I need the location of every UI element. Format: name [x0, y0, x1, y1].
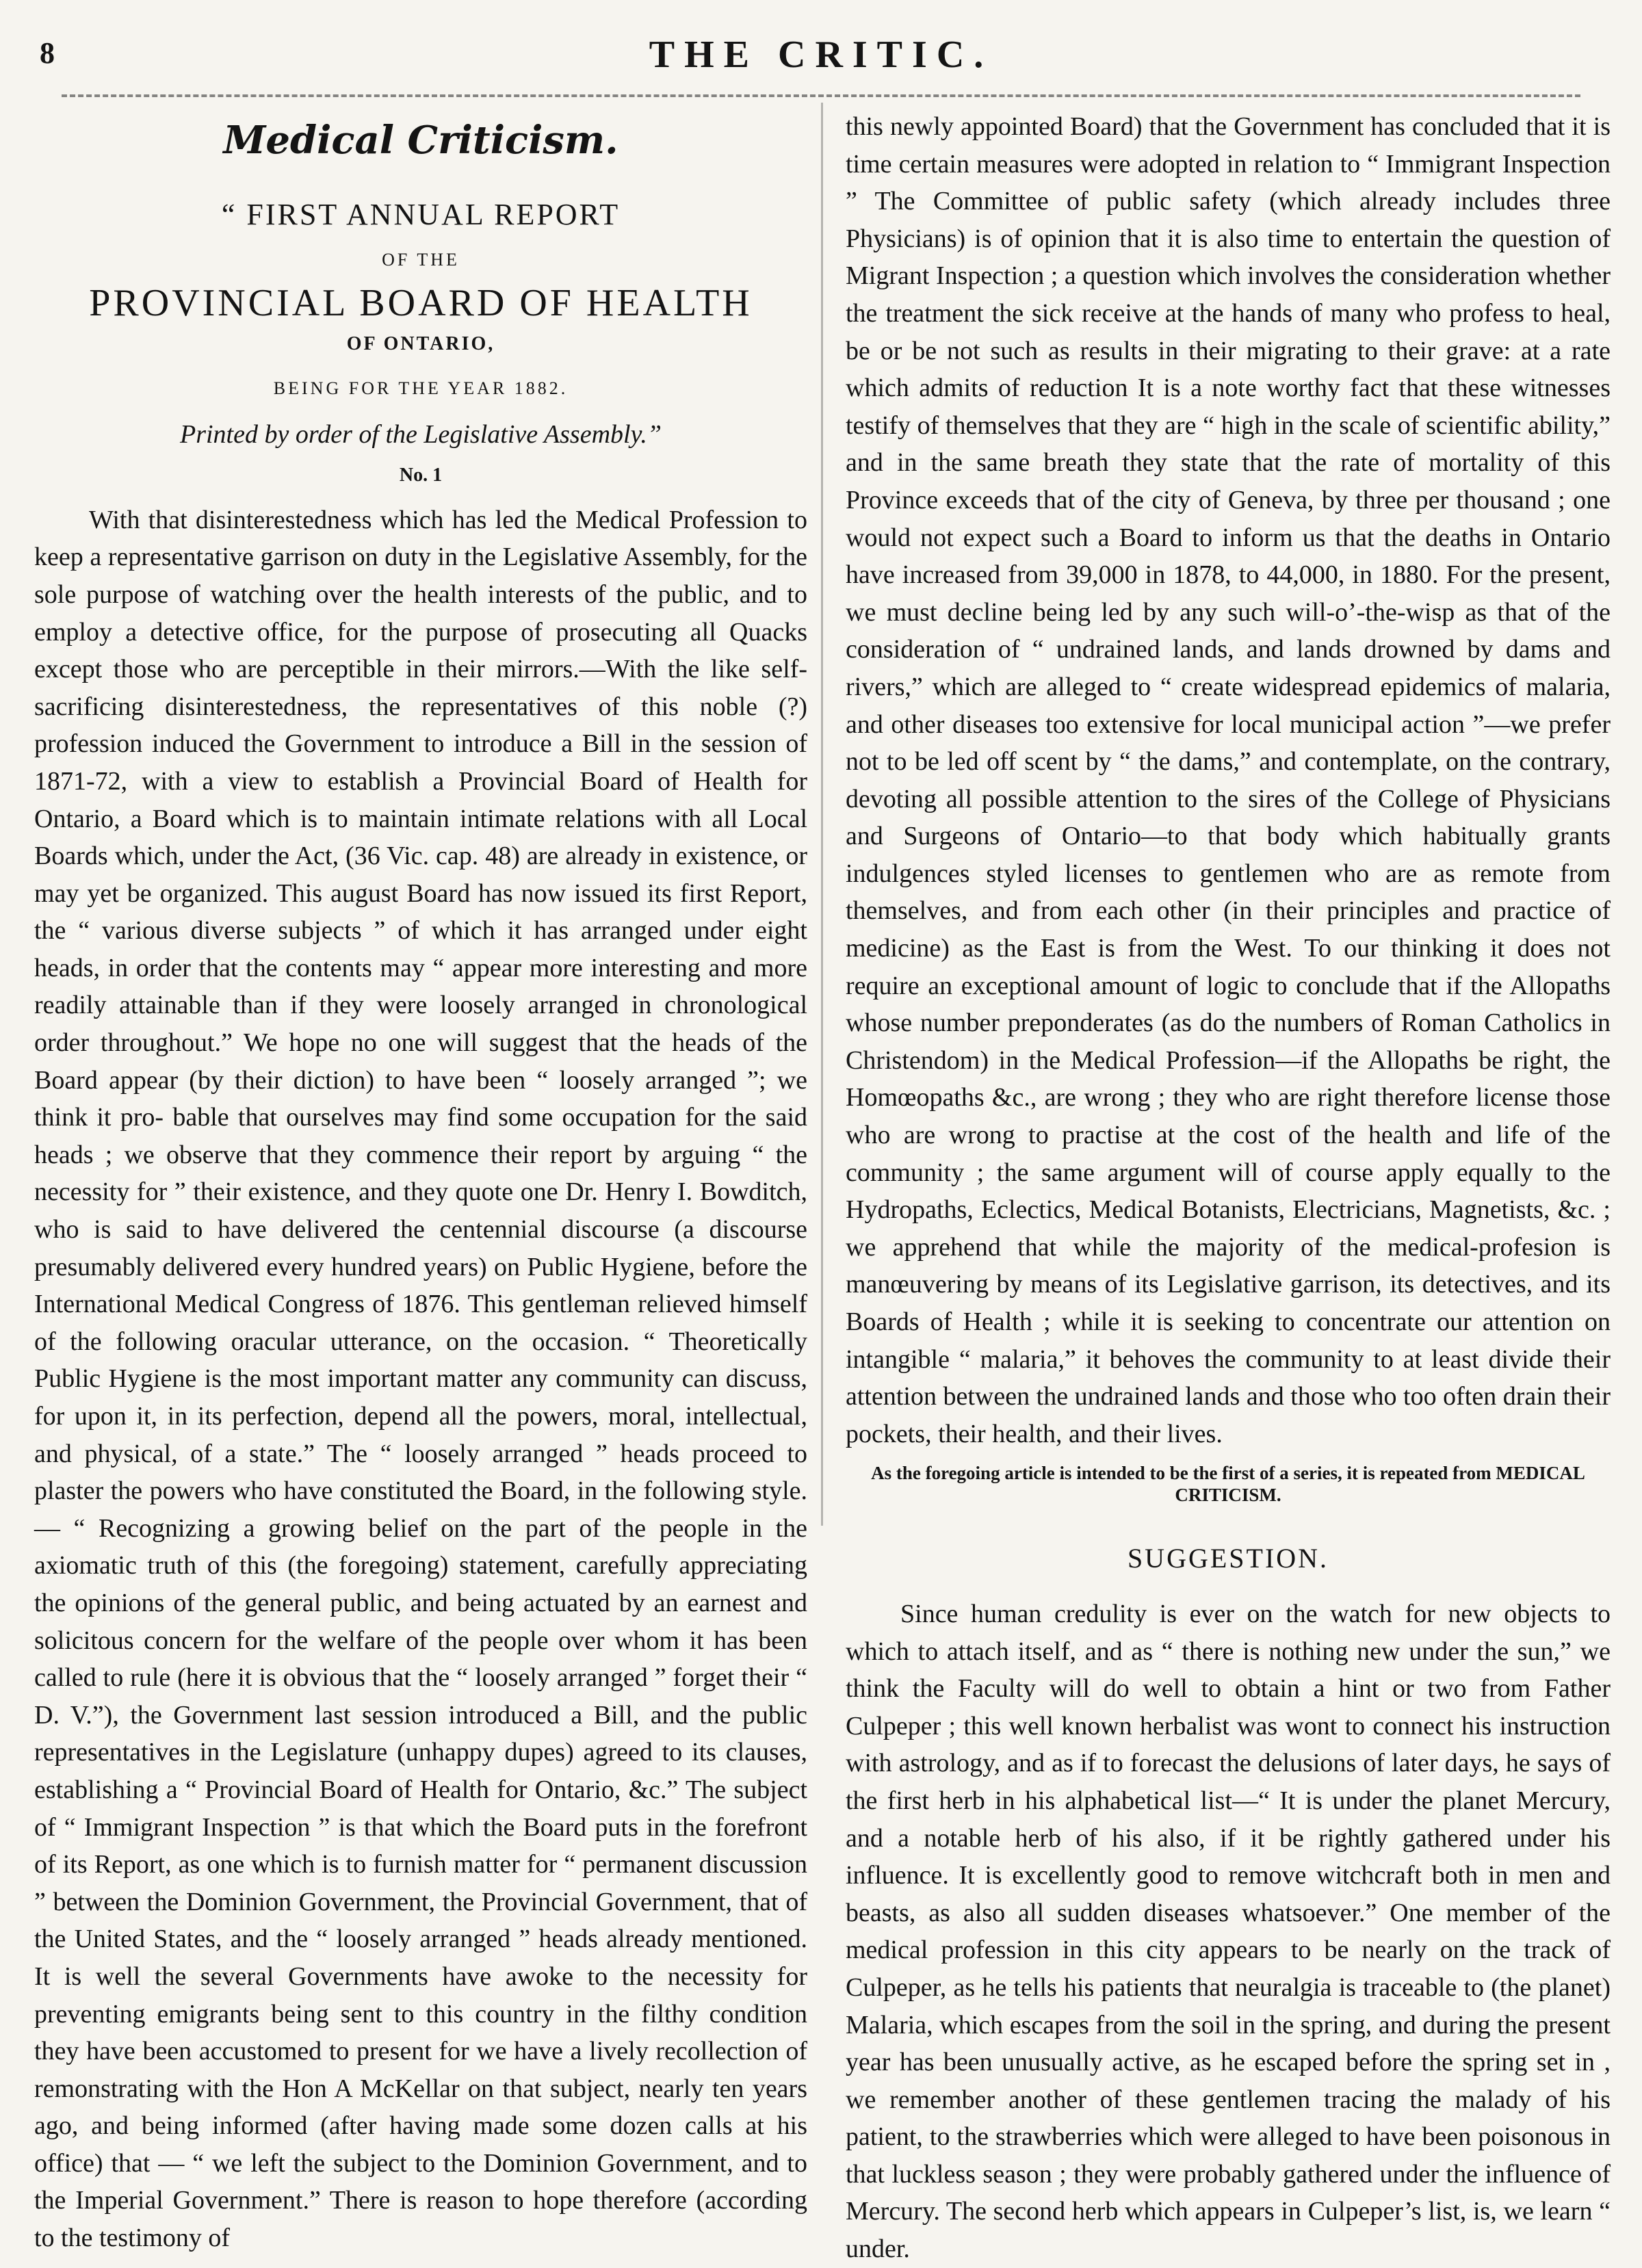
page-number: 8 — [40, 36, 55, 70]
printed-by-line: Printed by order of the Legislative Assembly.” — [180, 419, 662, 449]
of-ontario-line: OF ONTARIO, — [346, 333, 495, 355]
right-column — [846, 108, 1611, 2268]
article-body-left: With that disinterestedness which has led the Medical Profession to keep a representative garrison on duty in the Legislative Assembly, for the sole purpose of watching over the health interests of the public, and to employ a detective office, for the purpose of prosecuting all Quacks except those who are perceptible in their mirrors.—With the like self-sacrificing disinterestedness, the representatives of this noble (?) profession induced the Government to introduce a Bill in the session of 1871-72, with a view to establish a Provincial Board of Health for Ontario, a Board which is to maintain intimate relations with all Local Boards which, under the Act, (36 Vic. cap. 48) are already in existence, or may yet be organized. This august Board has now issued its first Report, the “ various diverse subjects ” of which it has arranged under eight heads, in order that the contents may “ appear more interesting and more readily attainable than if they were loosely arranged in chronological order throughout.” We hope no one will suggest that the heads of the Board appear (by their diction) to have been “ loosely arranged ”; we think it pro- bable that ourselves may find some occupation for the said heads ; we observe that they commence their report by arguing “ the necessity for ” their existence, and they quote one Dr. Henry I. Bowditch, who is said to have delivered the centennial discourse (a discourse presumably delivered every hundred years) on Public Hygiene, before the International Medical Congress of 1876. This gentleman relieved himself of the following oracular utterance, on the occasion. “ Theoretically Public Hygiene is the most important matter any community can discuss, for upon it, in its perfection, depend all the powers, moral, intellectual, and physical, of a state.” The “ loosely arranged ” heads proceed to plaster the powers who have constituted the Board, in the following style.— “ Recognizing a growing belief on the part of the people in the axiomatic truth of this (the foregoing) statement, carefully appreciating the opinions of the general public, and being actuated by an earnest and solicitous concern for the welfare of the people over whom it has been called to rule (here it is obvious that the “ loosely arranged ” forget their “ D. V.”), the Government last session introduced a Bill, and the public representatives in the Legislature (unhappy dupes) agreed to its clauses, establishing a “ Provincial Board of Health for Ontario, &c.” The subject of “ Immigrant Inspection ” is that which the Board puts in the forefront of its Report, as one which is to furnish matter for “ permanent discussion ” between the Dominion Government, the Provincial Government, that of the United States, and the “ loosely arranged ” heads already mentioned. It is well the several Governments have awoke to the necessity for preventing emigrants being sent to this country in the filthy condition they have been accustomed to present for we have a lively recollection of remonstrating with the Hon A McKellar on that subject, nearly ten years ago, and being informed (after having made some dozen calls at his office) that — “ we left the subject to the Dominion Government, and to the Imperial Government.” There is reason to hope therefore (according to the testimony of — [34, 505, 807, 2253]
report-title: “ FIRST ANNUAL REPORT — [221, 197, 621, 231]
suggestion-title: SUGGESTION. — [1127, 1543, 1329, 1574]
footnote: As the foregoing article is intended to be the first of a series, it is repeated from MEDICAL CRITICISM. — [871, 1463, 1585, 1506]
suggestion-body: Since human credulity is ever on the watch for new objects to which to attach itself, and as “ there is nothing new under the sun,” we think the Faculty will do well to obtain a hint or two from Father Culpeper ; this well known herbalist was wont to connect his instruction with astrology, and as if to forecast the delusions of later days, he says of the first herb in his alphabetical list—“ It is under the planet Mercury, and a notable herb of his also, if it be rightly gathered under his influence. It is excellently good to remove witchcraft both in men and beasts, as also all sudden diseases whatsoever.” One member of the medical profession in this city appears to be nearly on the track of Culpeper, as he tells his patients that neuralgia is traceable to (the planet) Malaria, which escapes from the soil in the spring, and during the present year has been unusually active, as he escaped before the spring set in , we remember another of these gentlemen tracing the malady of his patient, to the strawberries which were alleged to have been poisonous in that luckless season ; they were probably gathered under the influence of Mercury. The second herb which appears in Culpeper’s list, is, we learn “ under. — [846, 1599, 1611, 2264]
header-rule — [62, 94, 1580, 97]
of-the-line: OF THE — [382, 250, 460, 270]
board-title: PROVINCIAL BOARD OF HEALTH — [89, 281, 753, 324]
year-line: BEING FOR THE YEAR 1882. — [273, 378, 569, 398]
report-number: No. 1 — [399, 465, 443, 486]
column-divider — [821, 103, 823, 1526]
journal-title: THE CRITIC. — [649, 34, 993, 76]
section-title: Medical Criticism. — [223, 118, 618, 163]
article-body-right: this newly appointed Board) that the Government has concluded that it is time certain measures were adopted in relation to “ Immigrant Inspection ” The Committee of public safety (which already includes three Physicians) is of opinion that it is also time to entertain the question of Migrant Inspection ; a question which involves the consideration whether the treatment the sick receive at the hands of many who profess to heal, be or be not such as results in their migrating to their grave: at a rate which admits of reduction It is a note worthy fact that these witnesses testify of themselves that they are “ high in the scale of scientific ability,” and in the same breath they state that the rate of mortality of this Province exceeds that of the city of Geneva, by three per thousand ; one would not expect such a Board to inform us that the deaths in Ontario have increased from 39,000 in 1878, to 44,000, in 1880. For the present, we must decline being led by any such will-o’-the-wisp as that of the consideration of “ undrained lands, and lands drowned by dams and rivers,” which are alleged to “ create widespread epidemics of malaria, and other diseases too extensive for local municipal action ”—we prefer not to be led off scent by “ the dams,” and contemplate, on the contrary, devoting all possible attention to the sires of the College of Physicians and Surgeons of Ontario—to that body which habitually grants indulgences styled licenses to gentlemen who are as remote from themselves, and from each other (in their principles and practice of medicine) as the East is from the West. To our thinking it does not require an exceptional amount of logic to conclude that if the Allopaths whose number preponderates (as do the numbers of Roman Catholics in Christendom) in the Medical Profession—if the Allopaths be right, the Homœopaths &c., are wrong ; they who are right therefore license those who are wrong to practise at the cost of the health and life of the community ; the same argument will of course apply equally to the Hydropaths, Eclectics, Medical Botanists, Electricians, Magnetists, &c. ; we apprehend that while the majority of the medical-profesion is manœuvering by means of its Legislative garrison, its detectives, and its Boards of Health ; while it is seeking to concentrate our attention on intangible “ malaria,” it behoves the community to at least divide their attention between the undrained lands and those who too often drain their pockets, their health, and their lives. — [846, 112, 1611, 1448]
left-column — [34, 108, 807, 2257]
